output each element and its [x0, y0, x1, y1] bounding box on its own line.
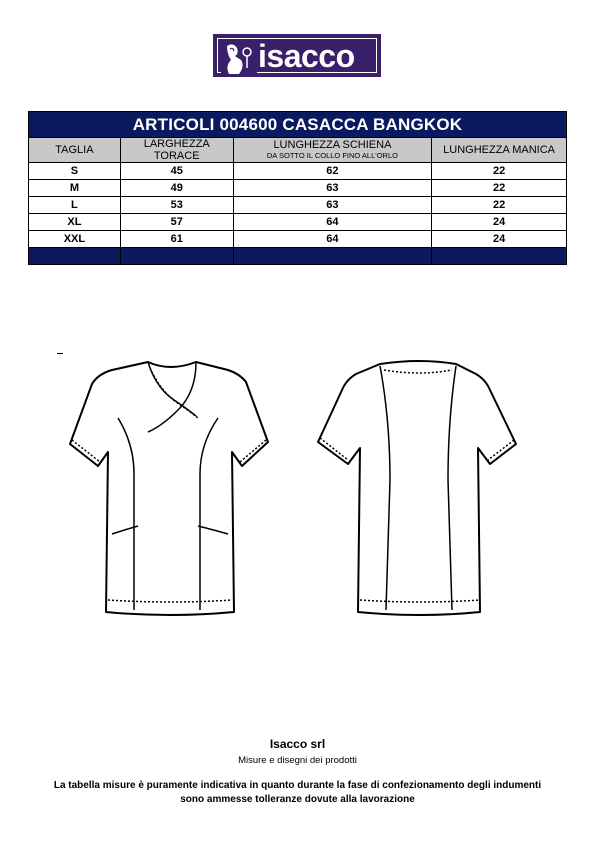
- back-body-outline: [318, 361, 516, 615]
- disclaimer-line-1: La tabella misure è puramente indicativa in quanto durante la fase di confezionamento degli indumenti: [53, 780, 542, 791]
- isacco-logo: [213, 34, 381, 77]
- cell-chest: 45: [120, 163, 233, 180]
- cell-sleeve: 24: [432, 214, 567, 231]
- cell-back: 62: [233, 163, 432, 180]
- footer-cell: [233, 248, 432, 265]
- footer-cell: [432, 248, 567, 265]
- logo-figure-icon: [221, 40, 257, 76]
- table-row: [29, 197, 567, 214]
- front-body-outline: [70, 362, 268, 615]
- cell-chest: 61: [120, 231, 233, 248]
- cell-sleeve: 22: [432, 180, 567, 197]
- cell-sleeve: 22: [432, 197, 567, 214]
- header-back-note: DA SOTTO IL COLLO FINO ALL'ORLO: [266, 151, 398, 160]
- cell-size: XL: [29, 214, 121, 231]
- header-size: TAGLIA: [29, 138, 121, 163]
- cell-back: 64: [233, 231, 432, 248]
- header-back: [233, 138, 432, 163]
- logo-text: isacco: [258, 38, 355, 74]
- table-header-row: [29, 138, 567, 163]
- cell-size: XXL: [29, 231, 121, 248]
- cell-back: 63: [233, 180, 432, 197]
- header-sleeve: LUNGHEZZA MANICA: [432, 138, 567, 163]
- footer-subtitle: Misure e disegni dei prodotti: [238, 755, 357, 766]
- cell-chest: 53: [120, 197, 233, 214]
- table-title-row: [29, 112, 567, 138]
- footer-cell: [29, 248, 121, 265]
- back-view: [318, 361, 516, 615]
- table-footer-row: [29, 248, 567, 265]
- table-row: [29, 214, 567, 231]
- cell-back: 63: [233, 197, 432, 214]
- table-title: ARTICOLI 004600 CASACCA BANGKOK: [29, 112, 567, 138]
- table-row: [29, 163, 567, 180]
- footer-cell: [120, 248, 233, 265]
- disclaimer-line-2: sono ammesse tolleranze dovute alla lavorazione: [180, 794, 415, 805]
- cell-sleeve: 24: [432, 231, 567, 248]
- cell-size: L: [29, 197, 121, 214]
- table-row: [29, 180, 567, 197]
- disclaimer: [40, 779, 555, 807]
- garment-technical-drawing: [55, 350, 525, 625]
- cell-size: S: [29, 163, 121, 180]
- cell-chest: 57: [120, 214, 233, 231]
- company-name: Isacco srl: [269, 737, 326, 751]
- size-table: [28, 111, 567, 265]
- header-back-label: LUNGHEZZA SCHIENA: [273, 139, 392, 151]
- header-chest: LARGHEZZA TORACE: [120, 138, 233, 163]
- table-row: [29, 231, 567, 248]
- cell-back: 64: [233, 214, 432, 231]
- front-view: [70, 362, 268, 615]
- cell-chest: 49: [120, 180, 233, 197]
- cell-sleeve: 22: [432, 163, 567, 180]
- cell-size: M: [29, 180, 121, 197]
